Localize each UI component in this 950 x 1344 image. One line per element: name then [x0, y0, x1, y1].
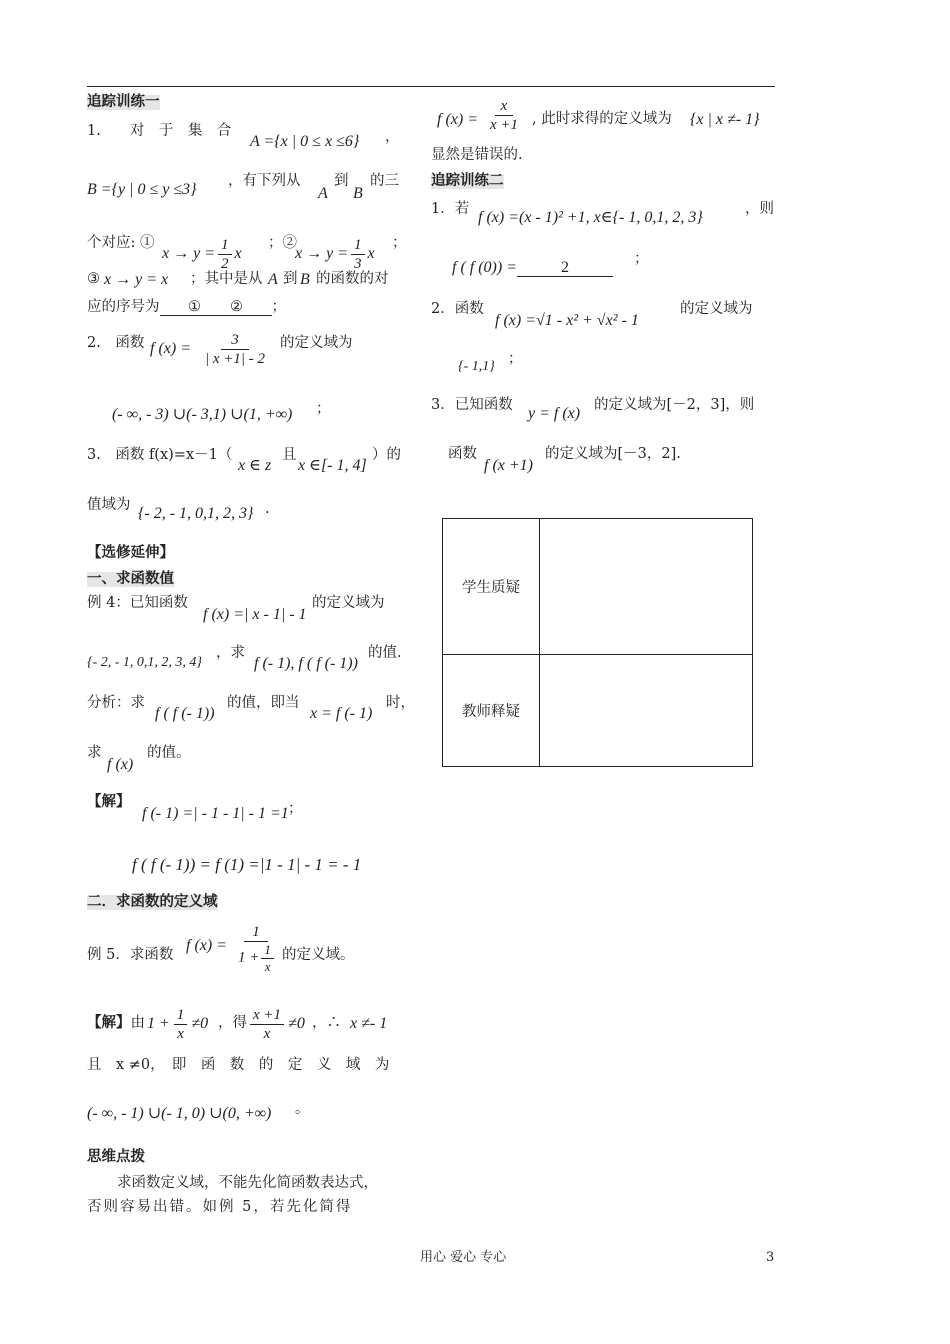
- r-q1-intro: 1．若: [431, 201, 470, 217]
- map-1: x → y = $\frac{1}{2}$ x: [162, 237, 242, 272]
- analysis-ask: 求: [87, 745, 102, 761]
- q1-intro: 1. 对 于 集 合: [87, 123, 232, 139]
- r-q2-func: f (x) =√1 - x² + √x² - 1: [495, 312, 639, 329]
- q3-text: ）的: [372, 447, 401, 463]
- set-b: B ={y | 0 ≤ y ≤3}: [87, 181, 197, 198]
- analysis-when: 时，: [386, 695, 415, 711]
- r-q1-expr: f ( f (0)) = 2: [452, 260, 613, 277]
- section-title-practice-2: 追踪训练二: [431, 173, 504, 189]
- r-q2-semi: ；: [508, 351, 523, 367]
- qa-cell-student[interactable]: [540, 519, 753, 655]
- q1-item-3: ③: [87, 271, 100, 287]
- qa-row-teacher: [443, 655, 753, 767]
- q1-semi-2: ；: [392, 235, 407, 251]
- q2-intro: 2. 函数: [87, 335, 145, 351]
- q3-period: .: [265, 501, 270, 517]
- r-q3-func: y = f (x): [528, 405, 581, 422]
- ex4-domain: {- 2, - 1, 0,1, 2, 3, 4}: [87, 655, 203, 670]
- analysis-intro: 分析：求: [87, 695, 145, 711]
- q3-cond-1: x ∈ z: [238, 457, 272, 474]
- q2-func: f (x) =: [150, 340, 191, 357]
- analysis-value: 的值。: [147, 745, 191, 761]
- r-q3-func-label: 函数: [448, 446, 477, 462]
- ex5-sol-expr-2: $\frac{x +1}{x}$ ≠0: [250, 1006, 305, 1043]
- solution-line-2: f ( f (- 1)) = f (1) =|1 - 1| - 1 = - 1: [132, 855, 362, 874]
- q1-text-i: 应的序号为 ① ② ；: [87, 299, 286, 315]
- r-q3-intro: 3．已知函数: [431, 397, 513, 413]
- qa-cell-teacher[interactable]: [540, 655, 753, 767]
- r-q3-answer: 的定义域为[－3，2].: [545, 446, 681, 462]
- q3-and: 且: [282, 447, 297, 463]
- header-rule: [87, 86, 775, 87]
- section-title-practice-1: 追踪训练一: [87, 94, 160, 110]
- r-q3-text: 的定义域为[－2，3]，则: [594, 397, 755, 413]
- qa-row-student: [443, 519, 753, 655]
- ex4-ask: ，求: [216, 645, 245, 661]
- solution-line-1: f (- 1) =| - 1 - 1| - 1 =1: [142, 805, 289, 822]
- q1-text-b: ，有下列从: [228, 173, 301, 189]
- analysis-fx: f (x): [107, 756, 134, 773]
- q2-text: 的定义域为: [280, 335, 353, 351]
- footer-motto: 用心 爱心 专心: [420, 1250, 507, 1265]
- q1-answer: ① ②: [160, 300, 272, 316]
- var-a: A: [318, 185, 328, 202]
- q3-range-label: 值域为: [87, 497, 131, 513]
- ex5-func: f (x) =: [186, 937, 227, 954]
- map-3: x → y = x: [104, 271, 169, 288]
- ex4-text: 的定义域为: [312, 595, 385, 611]
- set-a: A ={x | 0 ≤ x ≤6}: [250, 133, 360, 150]
- var-b-2: B: [300, 271, 310, 288]
- r-q2-text: 的定义域为: [680, 301, 753, 317]
- ex4-func: f (x) =| x - 1| - 1: [203, 606, 307, 623]
- ex5-sol-line-2: 且 x ≠0， 即 函 数 的 定 义 域 为: [87, 1057, 390, 1073]
- q2-answer: (- ∞, - 3) ∪(- 3,1) ∪(1, +∞): [112, 406, 293, 423]
- r-text: , 此时求得的定义域为: [532, 111, 672, 127]
- analysis-text: 的值，即当: [227, 695, 300, 711]
- qa-label-teacher: 教师释疑: [443, 655, 540, 767]
- section-title-tips: 思维点拨: [87, 1149, 145, 1165]
- r-func: f (x) =: [437, 111, 478, 128]
- ex5-dot: 。: [295, 1101, 310, 1117]
- q1-text-d: 个对应: ①: [87, 235, 155, 251]
- qa-label-student: 学生质疑: [443, 519, 540, 655]
- r-set: {x | x ≠- 1}: [690, 111, 760, 128]
- tips-line-1: 求函数定义域，不能先化简函数表达式，: [117, 1175, 378, 1191]
- tips-line-2: 否则容易出错。如例 5，若先化简得: [87, 1199, 353, 1215]
- section-title-domain: 二．求函数的定义域: [87, 894, 218, 910]
- qa-table: [442, 518, 753, 767]
- q3-intro: 3. 函数 f(x)=x－1（: [87, 447, 233, 463]
- q1-to: 到: [334, 173, 349, 189]
- q1-text-c: 的三: [370, 173, 399, 189]
- ex5-sol-x: x ≠- 1: [350, 1015, 388, 1032]
- ex5-frac: 1 1 + $\frac{1}{x}$: [238, 923, 274, 974]
- ex4-values: f (- 1), f ( f (- 1)): [254, 655, 358, 672]
- ex5-sol-line-1: 【解】由: [87, 1015, 145, 1031]
- section-title-extension: 【选修延伸】: [87, 545, 174, 561]
- ex5-sol-then: ，得: [218, 1015, 247, 1031]
- r-q1-semi: ；: [634, 251, 649, 267]
- ex4-text-d: 的值.: [368, 645, 402, 661]
- r-q1-answer: 2: [517, 260, 613, 277]
- ex5-sol-therefore: ，∴: [312, 1015, 341, 1031]
- q1-text-h: 的函数的对: [316, 271, 389, 287]
- r-text-2: 显然是错误的.: [431, 147, 523, 163]
- var-a-2: A: [268, 271, 278, 288]
- map-2: x → y = $\frac{1}{3}$ x: [295, 237, 375, 272]
- var-b: B: [353, 185, 363, 202]
- q2-semi: ；: [316, 401, 331, 417]
- comma: ，: [385, 129, 400, 145]
- analysis-x: x = f (- 1): [310, 705, 373, 722]
- q3-answer: {- 2, - 1, 0,1, 2, 3}: [138, 505, 254, 522]
- ex5-text: 的定义域。: [282, 947, 355, 963]
- ex4-intro: 例 4：已知函数: [87, 595, 188, 611]
- q1-semi: ；②: [268, 235, 297, 251]
- solution-label: 【解】: [87, 794, 131, 810]
- r-q1-func: f (x) =(x - 1)² +1, x∈{- 1, 0,1, 2, 3}: [478, 209, 703, 226]
- r-q1-then: ，则: [745, 201, 774, 217]
- q1-to-2: 到: [283, 271, 298, 287]
- page-number: 3: [766, 1250, 775, 1265]
- r-q2-intro: 2．函数: [431, 301, 484, 317]
- ex5-sol-expr-1: 1 + $\frac{1}{x}$ ≠0: [147, 1007, 209, 1042]
- q2-frac: $\frac{3}{| x +1| - 2}$: [205, 332, 266, 367]
- q1-text-f: ；其中是从: [190, 271, 263, 287]
- analysis-func: f ( f (- 1)): [155, 705, 215, 722]
- q3-cond-2: x ∈[- 1, 4]: [298, 457, 367, 474]
- r-frac: $\frac{x}{x +1}$: [490, 98, 519, 133]
- section-title-function-value: 一、求函数值: [87, 571, 174, 587]
- solution-semi: ；: [288, 801, 303, 817]
- r-q3-shift: f (x +1): [484, 457, 533, 474]
- ex5-intro: 例 5．求函数: [87, 947, 174, 963]
- ex5-answer: (- ∞, - 1) ∪(- 1, 0) ∪(0, +∞): [87, 1105, 272, 1122]
- r-q2-answer: {- 1,1}: [458, 359, 495, 374]
